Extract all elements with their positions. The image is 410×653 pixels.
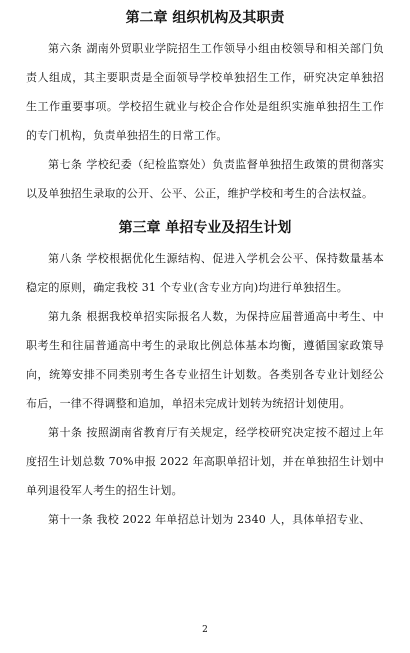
article-7: 第七条 学校纪委（纪检监察处）负责监督单独招生政策的贯彻落实以及单独招生录取的公开、公平、公正，维护学校和考生的合法权益。 — [26, 158, 384, 200]
chapter-3 — [26, 218, 384, 534]
article-6: 第六条 湖南外贸职业学院招生工作领导小组由校领导和相关部门负责人组成，其主要职责是全面领导学校单独招生工作，研究决定单独招生工作重要事项。学校招生就业与校企合作处是组织实施单独招生工作的专门机构，负责单独招生的日常工作。 — [26, 42, 384, 142]
article-10: 第十条 按照湖南省教育厅有关规定，经学校研究决定按不超过上年度招生计划总数 70%申报 2022 年高职单招计划，并在单独招生计划中单列退役军人考生的招生计划。 — [26, 426, 384, 497]
article-11: 第十一条 我校 2022 年单招总计划为 2340 人，具体单招专业、 — [48, 513, 371, 526]
chapter-3-title: 第三章 单招专业及招生计划 — [118, 220, 292, 236]
page-number: 2 — [202, 625, 208, 635]
article-9: 第九条 根据我校单招实际报名人数，为保持应届普通高中考生、中职考生和往届普通高中考生的录取比例总体基本均衡，遵循国家政策导向，统筹安排不同类别考生各专业招生计划数。各类别各专业计划经公布后，一律不得调整和追加，单招未完成计划转为统招计划使用。 — [26, 310, 384, 410]
chapter-2-title: 第二章 组织机构及其职责 — [125, 10, 285, 26]
chapter-2 — [26, 8, 384, 208]
article-8: 第八条 学校根据优化生源结构、促进入学机会公平、保持数量基本稳定的原则，确定我校 31 个专业(含专业方向)均进行单独招生。 — [26, 252, 384, 294]
